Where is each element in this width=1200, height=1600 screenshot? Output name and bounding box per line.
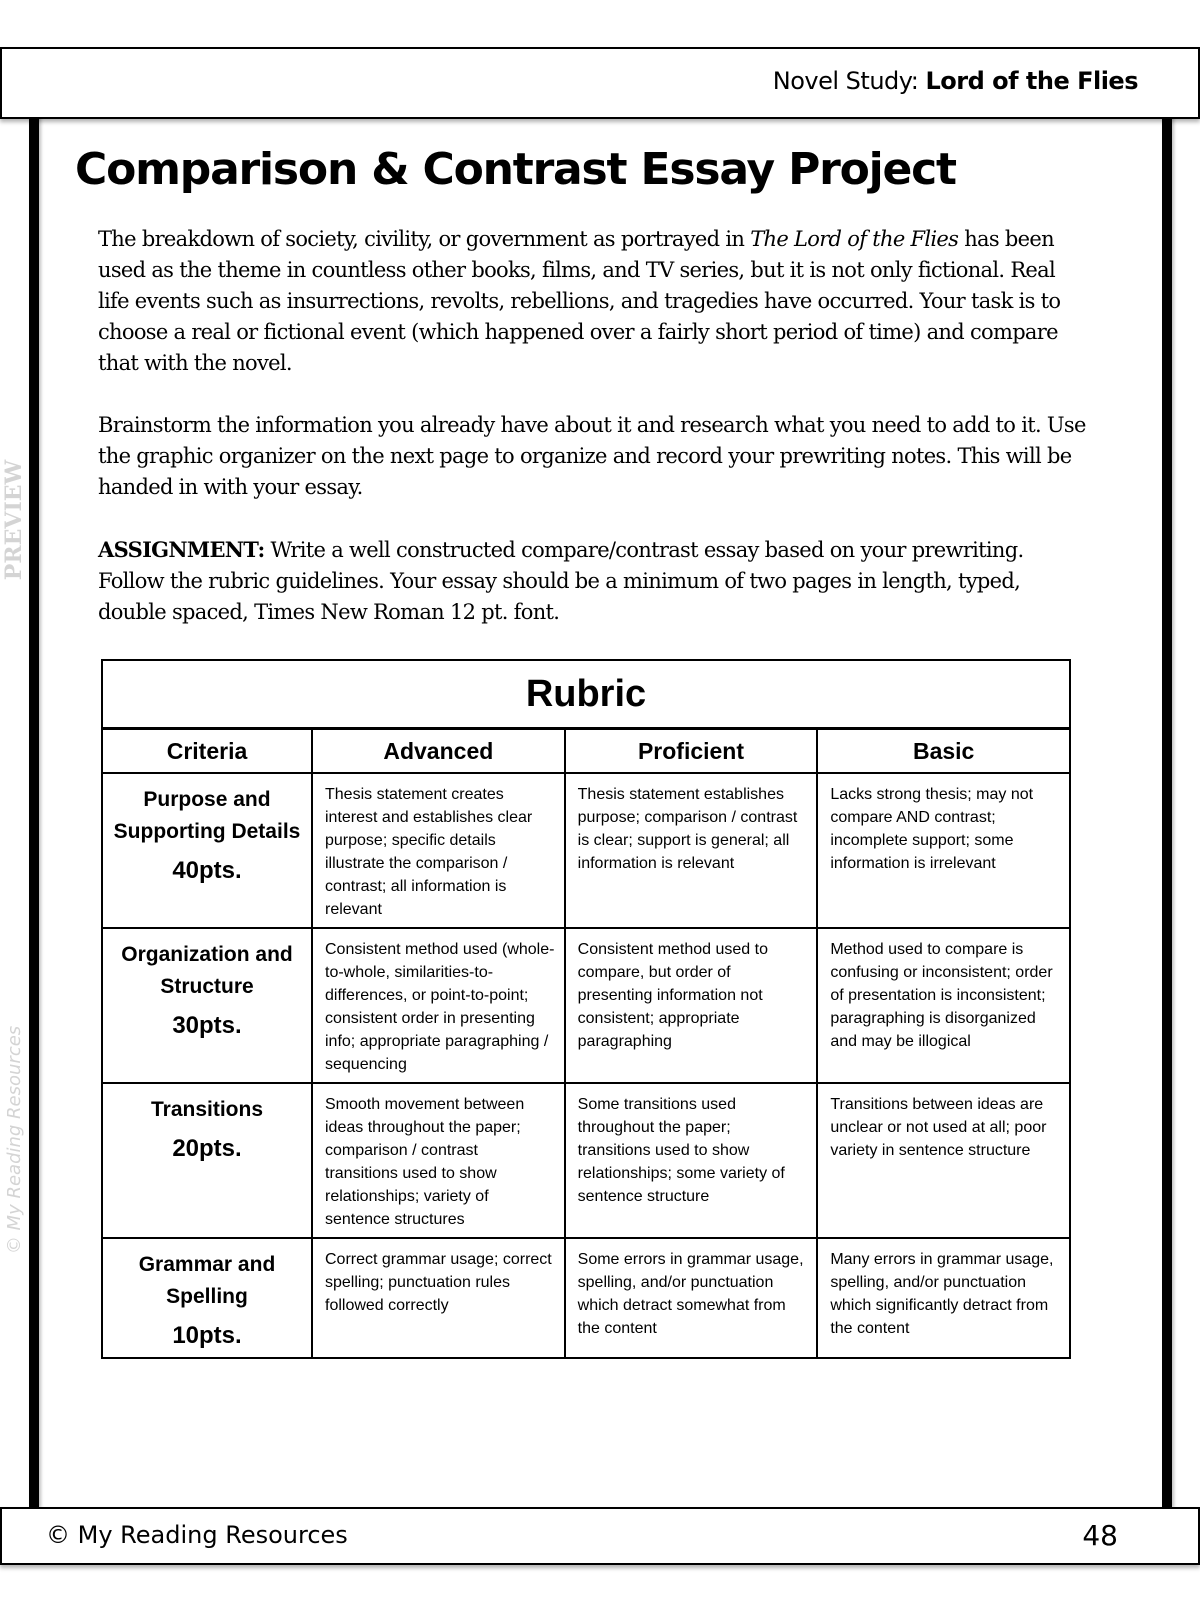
criteria-name: Transitions	[150, 1098, 264, 1121]
advanced-cell: Thesis statement creates interest and establishes clear purpose; specific details illustrate the comparison / contrast; all information is relevant	[312, 773, 565, 928]
criteria-points: 40pts.	[172, 857, 242, 884]
page-border-right	[1162, 116, 1172, 1508]
basic-cell: Many errors in grammar usage, spelling, and/or punctuation which significantly detract from the content	[817, 1238, 1070, 1358]
basic-cell: Method used to compare is confusing or inconsistent; order of presentation is inconsistent; paragraphing is disorganized and may be illogical	[817, 928, 1070, 1083]
criteria-points: 30pts.	[172, 1012, 242, 1039]
page-header	[0, 47, 1200, 119]
page-number: 48	[1082, 1519, 1118, 1552]
header-prefix: Novel Study:	[772, 67, 926, 95]
advanced-cell: Smooth movement between ideas throughout the paper; comparison / contrast transitions used to show relationships; variety of sentence structures	[312, 1083, 565, 1238]
intro-paragraph-2: Brainstorm the information you already have about it and research what you need to add to it. Use the graphic organizer on the next page to organize and record your prewriting notes. This will be handed in with your essay.	[98, 413, 1086, 499]
header-book-title: Lord of the Flies	[925, 67, 1138, 95]
criteria-name: Purpose and Supporting Details	[113, 788, 301, 843]
column-header-basic: Basic	[817, 729, 1070, 774]
proficient-cell: Thesis statement establishes purpose; comparison / contrast is clear; support is general; all information is relevant	[565, 773, 818, 928]
table-row	[102, 1083, 1070, 1238]
table-row	[102, 1238, 1070, 1358]
column-header-proficient: Proficient	[565, 729, 818, 774]
basic-cell: Lacks strong thesis; may not compare AND contrast; incomplete support; some information is irrelevant	[817, 773, 1070, 928]
assignment-label: ASSIGNMENT:	[98, 537, 265, 562]
advanced-cell: Correct grammar usage; correct spelling; punctuation rules followed correctly	[312, 1238, 565, 1358]
rubric-header-row	[102, 729, 1070, 774]
intro-p1-start: The breakdown of society, civility, or government as portrayed in	[98, 227, 751, 251]
page-content	[75, 140, 1095, 1359]
table-row	[102, 773, 1070, 928]
criteria-name: Organization and Structure	[121, 943, 293, 998]
criteria-cell	[102, 773, 312, 928]
criteria-name: Grammar and Spelling	[138, 1253, 276, 1308]
intro-paragraph-1	[98, 224, 1088, 379]
basic-cell: Transitions between ideas are unclear or not used at all; poor variety in sentence structure	[817, 1083, 1070, 1238]
proficient-cell: Consistent method used to compare, but order of presenting information not consistent; appropriate paragraphing	[565, 928, 818, 1083]
page-title: Comparison & Contrast Essay Project	[75, 144, 956, 195]
rubric-table	[101, 659, 1071, 1359]
preview-watermark: PREVIEW	[1, 459, 27, 581]
assignment-text: Write a well constructed compare/contrast essay based on your prewriting. Follow the rubric guidelines. Your essay should be a minimum of two pages in length, typed, double spaced, Times New Roman 12 pt. font.	[98, 538, 1024, 624]
assignment-paragraph	[98, 534, 1088, 628]
proficient-cell: Some errors in grammar usage, spelling, and/or punctuation which detract somewhat from the content	[565, 1238, 818, 1358]
page-border-left	[29, 116, 39, 1508]
column-header-criteria: Criteria	[102, 729, 312, 774]
advanced-cell: Consistent method used (whole-to-whole, similarities-to-differences, or point-to-point; consistent order in presenting info; appropriate paragraphing / sequencing	[312, 928, 565, 1083]
page-footer	[0, 1507, 1200, 1565]
proficient-cell: Some transitions used throughout the paper; transitions used to show relationships; some variety of sentence structure	[565, 1083, 818, 1238]
intro-p1-rest: has been used as the theme in countless other books, films, and TV series, but it is not only fictional. Real life events such as insurrections, revolts, rebellions, and tragedies have occurred. Your task is to choose a real or fictional event (which happened over a fairly short period of time) and compare that with the novel.	[98, 227, 1061, 375]
rubric-title: Rubric	[102, 660, 1070, 729]
intro-p1-book-title: The Lord of the Flies	[750, 227, 959, 251]
criteria-points: 10pts.	[172, 1322, 242, 1349]
copyright-watermark: © My Reading Resources	[4, 1025, 25, 1255]
watermark-strip	[0, 140, 28, 1500]
table-row	[102, 928, 1070, 1083]
criteria-cell	[102, 1083, 312, 1238]
criteria-cell	[102, 1238, 312, 1358]
criteria-cell	[102, 928, 312, 1083]
footer-copyright: © My Reading Resources	[46, 1521, 348, 1549]
header-title	[773, 67, 1138, 95]
criteria-points: 20pts.	[172, 1135, 242, 1162]
column-header-advanced: Advanced	[312, 729, 565, 774]
